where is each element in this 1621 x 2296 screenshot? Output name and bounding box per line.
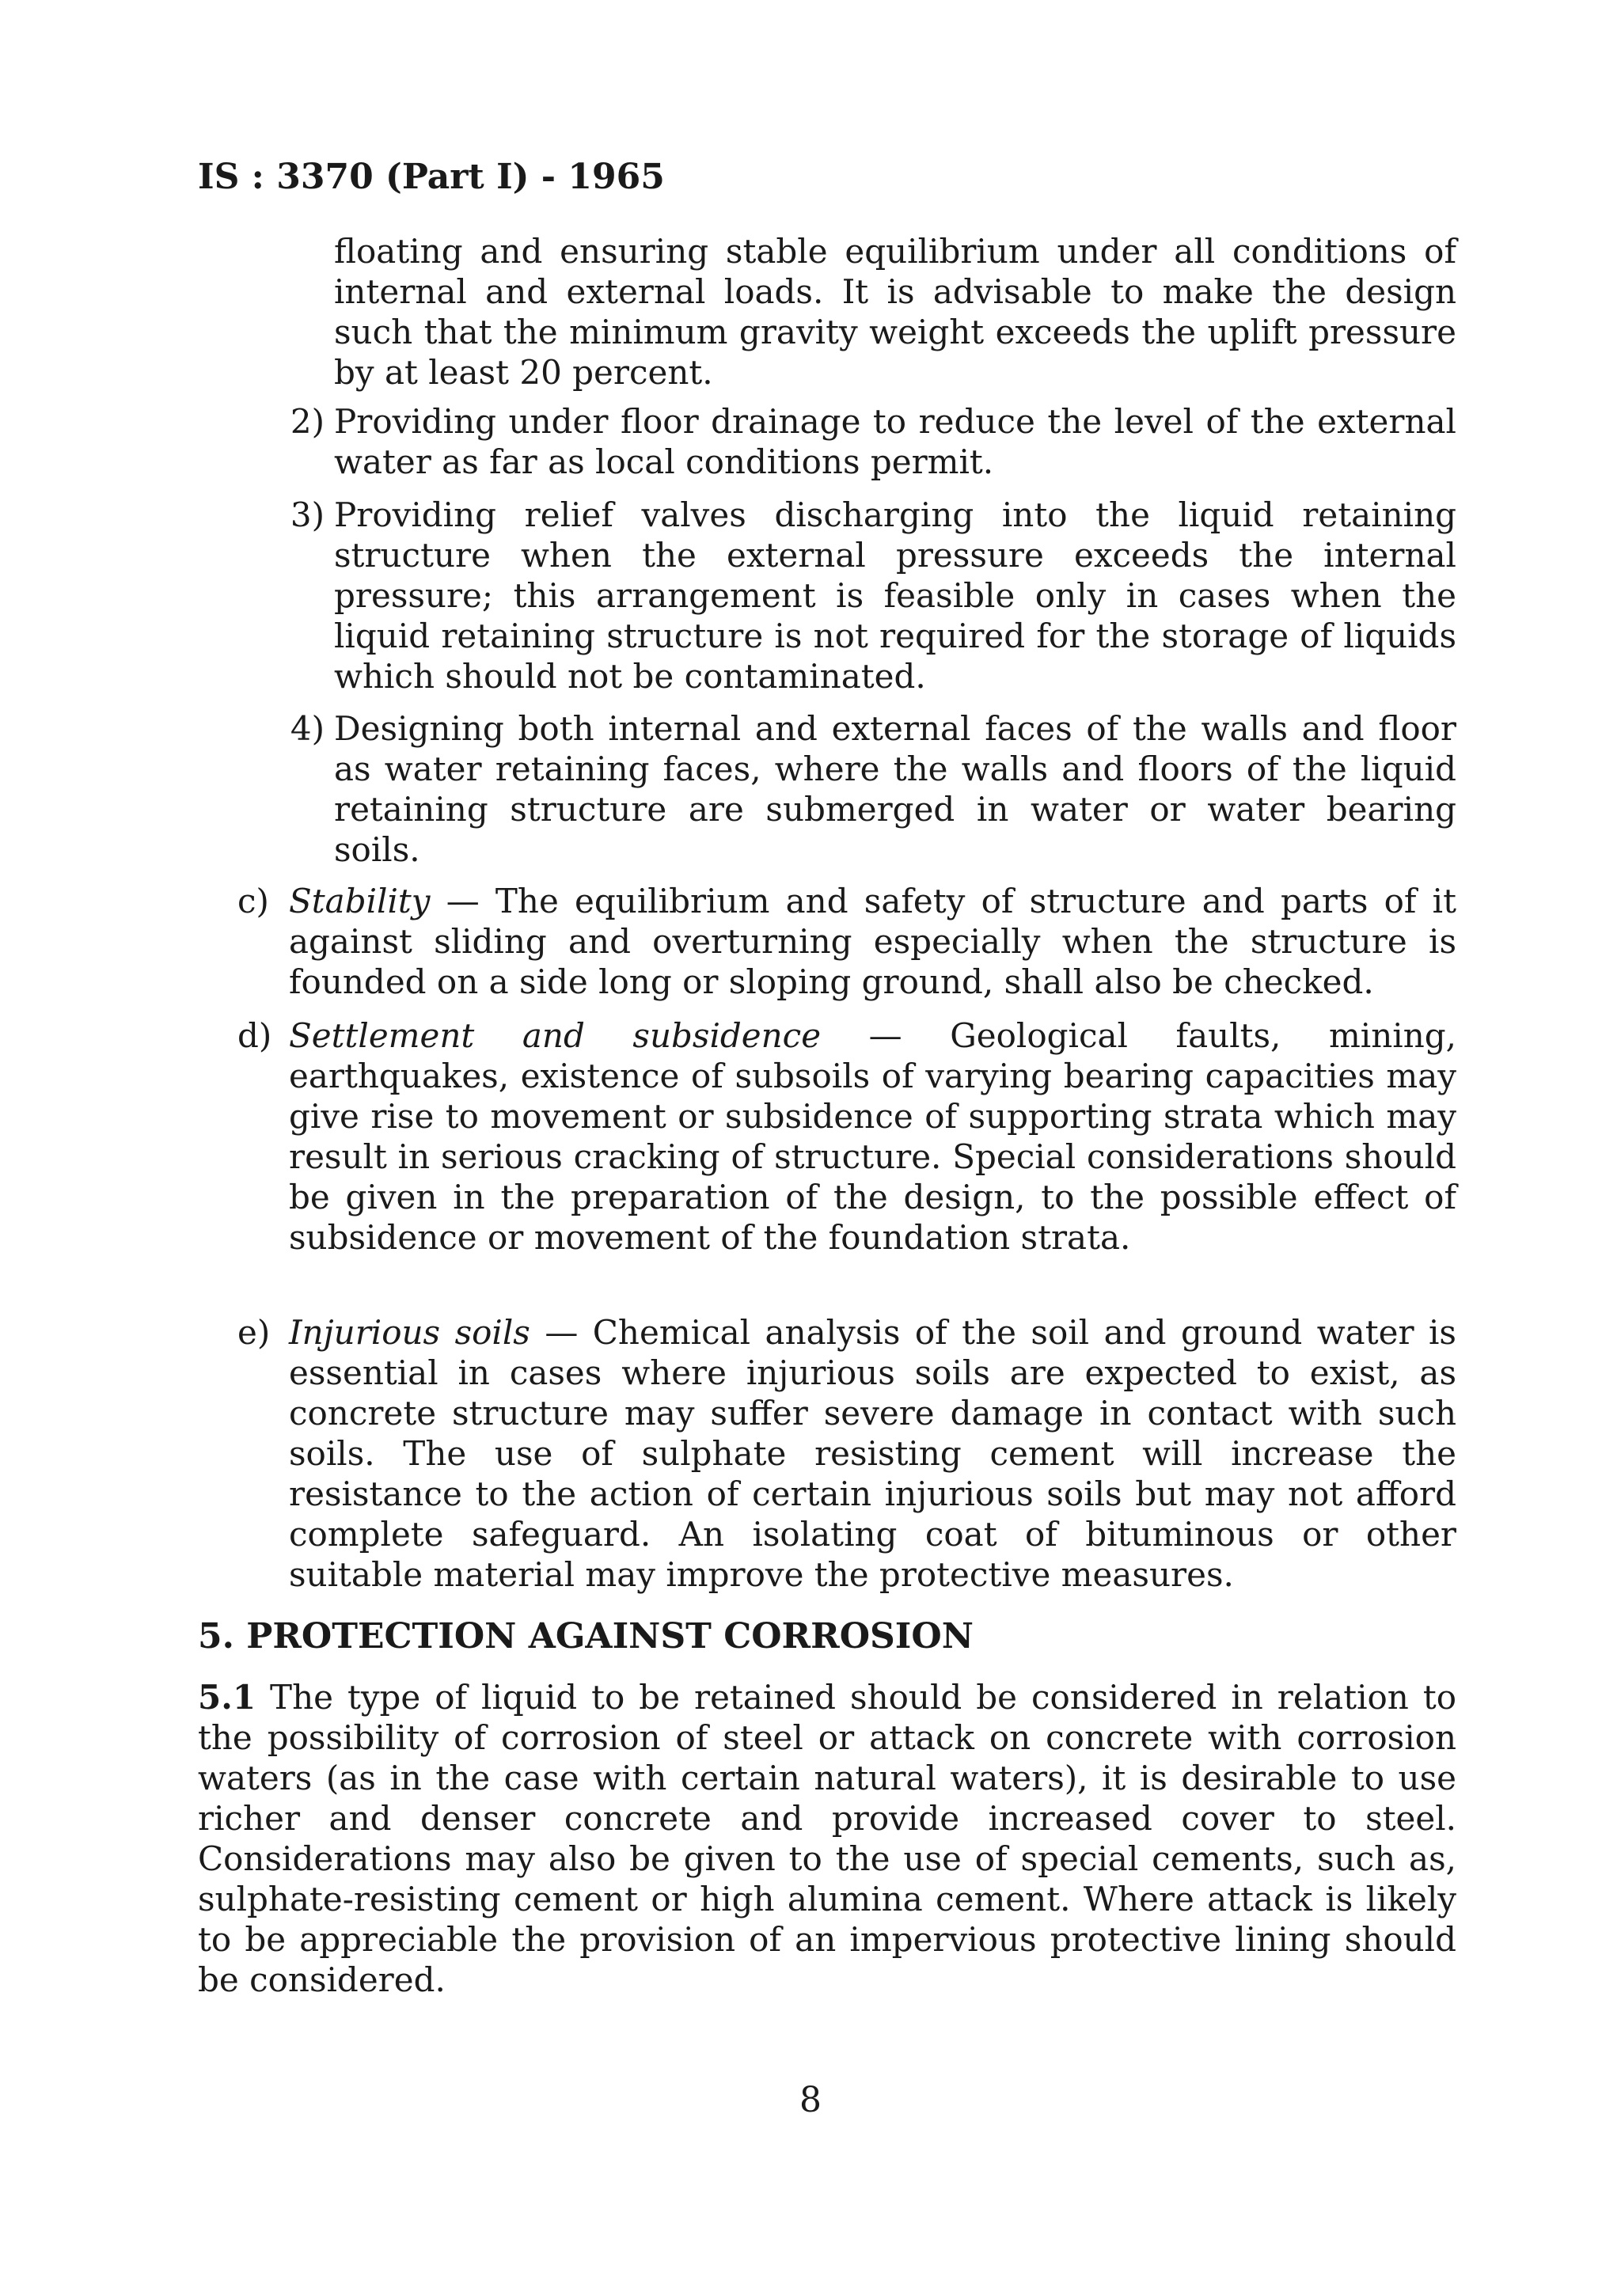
item-text: Providing under floor drainage to reduce the level of the external water as far as local conditions permit. — [334, 402, 1456, 481]
item-marker: c) — [237, 882, 269, 920]
continuation-paragraph: floating and ensuring stable equilibrium under all conditions of internal and external loads. It is advisable to make the design such that the minimum gravity weight exceeds the uplift pressure by at least 20 percent. — [334, 232, 1456, 392]
item-term: Stability — [289, 882, 431, 920]
item-text: — The equilibrium and safety of structure and parts of it against sliding and overturning especially when the structure is founded on a side long or sloping ground, shall also be checked. — [289, 882, 1456, 1001]
item-term: Settlement and subsidence — [289, 1016, 822, 1055]
item-marker: 2) — [290, 402, 325, 441]
item-term: Injurious soils — [289, 1313, 530, 1352]
page-number: 8 — [799, 2080, 822, 2120]
clause-5-1 — [198, 1677, 1456, 2000]
item-marker: 4) — [290, 709, 325, 748]
item-body — [289, 1015, 1456, 1258]
item-marker: d) — [237, 1016, 272, 1055]
item-text: — Geological faults, mining, earthquakes, existence of subsoils of varying bearing capacities may give rise to movement or subsidence of supporting strata which may result in serious cracking of structure. Special considerations should be given in the preparation of the design, to the possible effect of subsidence or movement of the foundation strata. — [289, 1016, 1456, 1257]
standard-reference-header: IS : 3370 (Part I) - 1965 — [198, 157, 665, 197]
item-body — [289, 1312, 1456, 1595]
section-heading: 5. PROTECTION AGAINST CORROSION — [198, 1616, 974, 1657]
item-body — [289, 881, 1456, 1002]
item-text: — Chemical analysis of the soil and ground water is essential in cases where injurious soils are expected to exist, as concrete structure may suffer severe damage in contact with such soils. The use of sulphate resisting cement will increase the resistance to the action of certain injurious soils but may not afford complete safeguard. An isolating coat of bituminous or other suitable material may improve the protective measures. — [289, 1313, 1456, 1594]
item-marker: e) — [237, 1313, 271, 1352]
item-marker: 3) — [290, 495, 325, 534]
clause-text: The type of liquid to be retained should be considered in relation to the possibility of corrosion of steel or attack on concrete with corrosion waters (as in the case with certain natural waters), it is desirable to use richer and denser concrete and provide increased cover to steel. Considerations may also be given to the use of special cements, such as, sulphate-resisting cement or high alumina cement. Where attack is likely to be appreciable the provision of an impervious protective lining should be considered. — [198, 1678, 1456, 1999]
item-text: Designing both internal and external faces of the walls and floor as water retaining faces, where the walls and floors of the liquid retaining structure are submerged in water or water bearing soils. — [334, 709, 1456, 869]
clause-number: 5.1 — [198, 1678, 256, 1717]
item-text: Providing relief valves discharging into the liquid retaining structure when the external pressure exceeds the internal pressure; this arrangement is feasible only in cases when the liquid retaining structure is not required for the storage of liquids which should not be contaminated. — [334, 495, 1456, 696]
